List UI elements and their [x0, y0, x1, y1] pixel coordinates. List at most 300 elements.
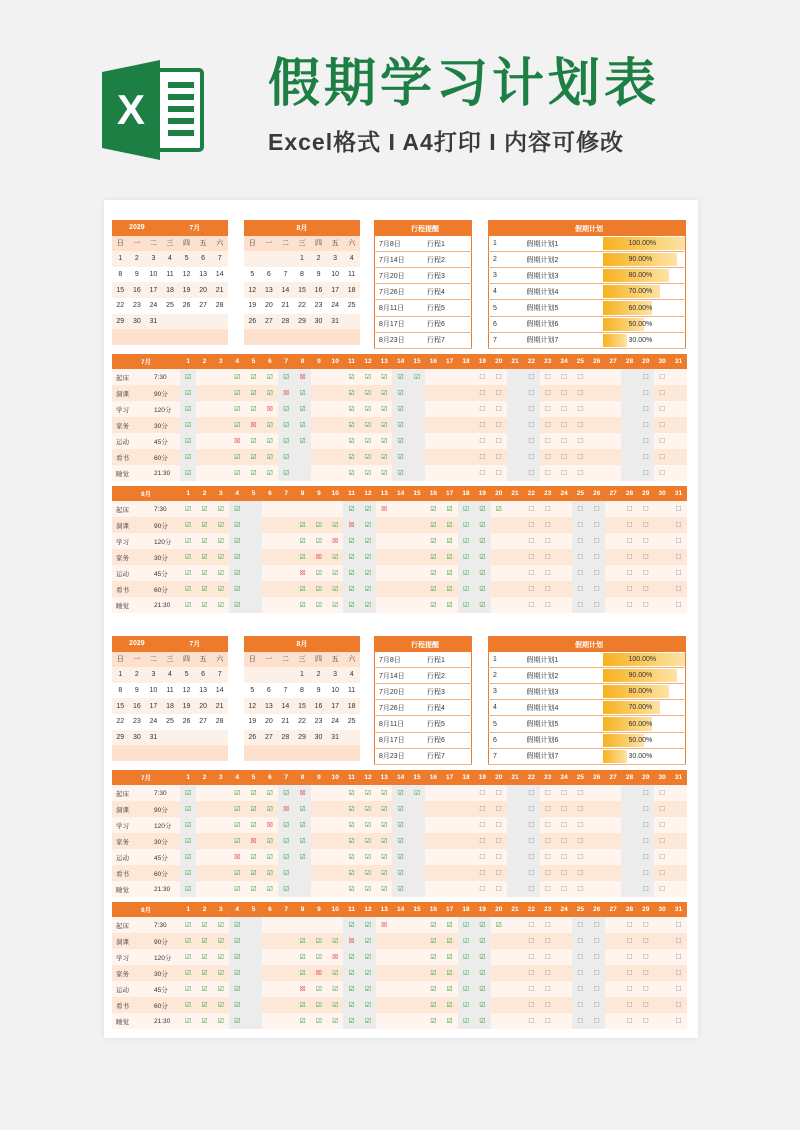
tracker-cell[interactable] — [294, 433, 310, 449]
calendar-day[interactable]: 12 — [244, 698, 261, 714]
tracker-cell[interactable] — [589, 517, 605, 533]
tracker-cell[interactable] — [294, 517, 310, 533]
tracker-cell[interactable] — [540, 565, 556, 581]
calendar-day[interactable]: 21 — [277, 714, 294, 730]
tracker-cell[interactable] — [458, 465, 474, 481]
tracker-cell[interactable] — [425, 433, 441, 449]
tracker-cell[interactable] — [425, 581, 441, 597]
tracker-cell[interactable] — [458, 417, 474, 433]
tracker-cell[interactable] — [654, 981, 670, 997]
tracker-cell[interactable] — [245, 881, 261, 897]
tracker-cell[interactable] — [556, 933, 572, 949]
tracker-cell[interactable] — [392, 549, 408, 565]
tracker-cell[interactable] — [213, 785, 229, 801]
tracker-cell[interactable] — [638, 981, 654, 997]
tracker-cell[interactable] — [458, 433, 474, 449]
tracker-cell[interactable] — [213, 581, 229, 597]
calendar-day[interactable]: 31 — [327, 314, 344, 330]
tracker-cell[interactable] — [392, 417, 408, 433]
tracker-cell[interactable] — [491, 517, 507, 533]
tracker-cell[interactable] — [507, 449, 523, 465]
tracker-cell[interactable] — [278, 881, 294, 897]
tracker-cell[interactable] — [458, 1013, 474, 1029]
calendar-day[interactable]: 20 — [261, 714, 278, 730]
tracker-cell[interactable] — [474, 401, 490, 417]
tracker-cell[interactable] — [376, 369, 392, 385]
schedule-row[interactable] — [375, 300, 472, 316]
calendar-day[interactable]: 2 — [310, 667, 327, 683]
tracker-cell[interactable] — [523, 865, 539, 881]
tracker-cell[interactable] — [605, 597, 621, 613]
calendar-day[interactable] — [343, 314, 360, 330]
tracker-cell[interactable] — [327, 917, 343, 933]
tracker-cell[interactable] — [294, 417, 310, 433]
tracker-cell[interactable] — [523, 549, 539, 565]
tracker-cell[interactable] — [654, 817, 670, 833]
tracker-cell[interactable] — [556, 465, 572, 481]
tracker-cell[interactable] — [245, 385, 261, 401]
tracker-cell[interactable] — [376, 597, 392, 613]
tracker-cell[interactable] — [442, 785, 458, 801]
tracker-cell[interactable] — [213, 981, 229, 997]
tracker-cell[interactable] — [540, 881, 556, 897]
calendar-day[interactable]: 28 — [211, 714, 228, 730]
calendar-day[interactable]: 3 — [327, 667, 344, 683]
tracker-cell[interactable] — [638, 849, 654, 865]
tracker-cell[interactable] — [311, 865, 327, 881]
tracker-cell[interactable] — [621, 565, 637, 581]
tracker-cell[interactable] — [262, 417, 278, 433]
tracker-cell[interactable] — [392, 801, 408, 817]
tracker-cell[interactable] — [458, 517, 474, 533]
tracker-cell[interactable] — [491, 433, 507, 449]
tracker-cell[interactable] — [556, 549, 572, 565]
tracker-cell[interactable] — [589, 549, 605, 565]
tracker-cell[interactable] — [229, 549, 245, 565]
tracker-cell[interactable] — [294, 465, 310, 481]
tracker-cell[interactable] — [654, 881, 670, 897]
tracker-cell[interactable] — [523, 949, 539, 965]
tracker-cell[interactable] — [621, 981, 637, 997]
schedule-row[interactable] — [375, 668, 472, 684]
tracker-cell[interactable] — [638, 417, 654, 433]
tracker-cell[interactable] — [327, 433, 343, 449]
tracker-cell[interactable] — [245, 1013, 261, 1029]
tracker-cell[interactable] — [180, 549, 196, 565]
tracker-cell[interactable] — [229, 417, 245, 433]
tracker-cell[interactable] — [621, 917, 637, 933]
calendar-day[interactable]: 30 — [129, 730, 146, 746]
tracker-cell[interactable] — [213, 849, 229, 865]
tracker-cell[interactable] — [425, 785, 441, 801]
tracker-cell[interactable] — [605, 581, 621, 597]
tracker-cell[interactable] — [589, 581, 605, 597]
tracker-cell[interactable] — [262, 449, 278, 465]
plan-row[interactable] — [489, 236, 686, 252]
tracker-cell[interactable] — [311, 997, 327, 1013]
tracker-cell[interactable] — [327, 981, 343, 997]
tracker-cell[interactable] — [589, 401, 605, 417]
tracker-cell[interactable] — [213, 597, 229, 613]
tracker-cell[interactable] — [294, 533, 310, 549]
calendar-day[interactable] — [195, 314, 212, 330]
calendar-day[interactable]: 21 — [211, 282, 228, 298]
tracker-cell[interactable] — [589, 849, 605, 865]
tracker-cell[interactable] — [360, 801, 376, 817]
tracker-cell[interactable] — [376, 581, 392, 597]
calendar-day[interactable]: 24 — [145, 714, 162, 730]
tracker-cell[interactable] — [425, 833, 441, 849]
calendar-day[interactable]: 4 — [343, 251, 360, 267]
tracker-cell[interactable] — [311, 917, 327, 933]
tracker-cell[interactable] — [474, 1013, 490, 1029]
tracker-cell[interactable] — [392, 933, 408, 949]
tracker-cell[interactable] — [360, 501, 376, 517]
tracker-cell[interactable] — [589, 997, 605, 1013]
tracker-cell[interactable] — [474, 385, 490, 401]
tracker-cell[interactable] — [572, 881, 588, 897]
calendar-day[interactable]: 23 — [310, 714, 327, 730]
tracker-cell[interactable] — [278, 801, 294, 817]
calendar-day[interactable]: 19 — [178, 698, 195, 714]
tracker-cell[interactable] — [442, 597, 458, 613]
tracker-cell[interactable] — [556, 981, 572, 997]
calendar-day[interactable]: 25 — [343, 298, 360, 314]
tracker-cell[interactable] — [245, 917, 261, 933]
calendar-day[interactable]: 12 — [178, 683, 195, 699]
tracker-cell[interactable] — [556, 965, 572, 981]
calendar-day[interactable]: 7 — [211, 667, 228, 683]
tracker-cell[interactable] — [245, 581, 261, 597]
schedule-row[interactable] — [375, 732, 472, 748]
tracker-cell[interactable] — [507, 881, 523, 897]
tracker-cell[interactable] — [376, 1013, 392, 1029]
tracker-cell[interactable] — [638, 933, 654, 949]
tracker-cell[interactable] — [523, 933, 539, 949]
tracker-cell[interactable] — [654, 417, 670, 433]
tracker-cell[interactable] — [474, 581, 490, 597]
tracker-cell[interactable] — [376, 549, 392, 565]
tracker-cell[interactable] — [442, 949, 458, 965]
tracker-cell[interactable] — [540, 597, 556, 613]
tracker-cell[interactable] — [311, 565, 327, 581]
tracker-cell[interactable] — [474, 449, 490, 465]
tracker-cell[interactable] — [196, 433, 212, 449]
calendar-day[interactable]: 8 — [112, 267, 129, 283]
tracker-cell[interactable] — [294, 865, 310, 881]
tracker-cell[interactable] — [213, 881, 229, 897]
tracker-cell[interactable] — [442, 833, 458, 849]
tracker-cell[interactable] — [294, 785, 310, 801]
tracker-cell[interactable] — [442, 449, 458, 465]
tracker-cell[interactable] — [196, 549, 212, 565]
tracker-cell[interactable] — [360, 417, 376, 433]
tracker-cell[interactable] — [458, 801, 474, 817]
tracker-cell[interactable] — [540, 581, 556, 597]
tracker-cell[interactable] — [278, 581, 294, 597]
tracker-cell[interactable] — [442, 981, 458, 997]
calendar-day[interactable]: 18 — [343, 282, 360, 298]
calendar-day[interactable] — [277, 667, 294, 683]
tracker-cell[interactable] — [605, 997, 621, 1013]
tracker-cell[interactable] — [360, 465, 376, 481]
calendar-day[interactable]: 14 — [277, 698, 294, 714]
tracker-cell[interactable] — [343, 933, 359, 949]
tracker-cell[interactable] — [507, 865, 523, 881]
tracker-cell[interactable] — [294, 801, 310, 817]
calendar-day[interactable]: 6 — [195, 251, 212, 267]
tracker-cell[interactable] — [245, 369, 261, 385]
tracker-cell[interactable] — [540, 849, 556, 865]
tracker-cell[interactable] — [458, 597, 474, 613]
tracker-cell[interactable] — [442, 849, 458, 865]
tracker-cell[interactable] — [507, 533, 523, 549]
tracker-cell[interactable] — [376, 865, 392, 881]
tracker-cell[interactable] — [638, 833, 654, 849]
calendar-day[interactable]: 1 — [294, 667, 311, 683]
tracker-cell[interactable] — [474, 549, 490, 565]
tracker-cell[interactable] — [360, 533, 376, 549]
tracker-cell[interactable] — [409, 933, 425, 949]
tracker-cell[interactable] — [442, 417, 458, 433]
plan-row[interactable] — [489, 700, 686, 716]
tracker-cell[interactable] — [196, 517, 212, 533]
tracker-cell[interactable] — [196, 833, 212, 849]
tracker-cell[interactable] — [278, 849, 294, 865]
tracker-cell[interactable] — [540, 549, 556, 565]
tracker-cell[interactable] — [654, 997, 670, 1013]
tracker-cell[interactable] — [654, 433, 670, 449]
tracker-cell[interactable] — [196, 865, 212, 881]
calendar-day[interactable]: 2 — [310, 251, 327, 267]
tracker-cell[interactable] — [180, 785, 196, 801]
calendar-day[interactable]: 12 — [244, 282, 261, 298]
tracker-cell[interactable] — [294, 501, 310, 517]
tracker-cell[interactable] — [196, 917, 212, 933]
tracker-cell[interactable] — [360, 865, 376, 881]
tracker-cell[interactable] — [376, 801, 392, 817]
tracker-cell[interactable] — [425, 565, 441, 581]
tracker-cell[interactable] — [196, 565, 212, 581]
tracker-cell[interactable] — [556, 817, 572, 833]
tracker-cell[interactable] — [392, 581, 408, 597]
calendar-day[interactable] — [178, 730, 195, 746]
tracker-cell[interactable] — [474, 917, 490, 933]
tracker-cell[interactable] — [294, 933, 310, 949]
tracker-cell[interactable] — [360, 917, 376, 933]
tracker-cell[interactable] — [180, 817, 196, 833]
tracker-cell[interactable] — [442, 517, 458, 533]
tracker-cell[interactable] — [376, 965, 392, 981]
tracker-cell[interactable] — [572, 949, 588, 965]
tracker-cell[interactable] — [458, 997, 474, 1013]
tracker-cell[interactable] — [311, 933, 327, 949]
tracker-cell[interactable] — [638, 549, 654, 565]
tracker-cell[interactable] — [621, 501, 637, 517]
tracker-cell[interactable] — [311, 385, 327, 401]
tracker-cell[interactable] — [245, 981, 261, 997]
tracker-cell[interactable] — [327, 401, 343, 417]
calendar-day[interactable]: 8 — [294, 267, 311, 283]
tracker-cell[interactable] — [343, 449, 359, 465]
tracker-cell[interactable] — [507, 949, 523, 965]
tracker-cell[interactable] — [376, 533, 392, 549]
calendar-day[interactable] — [277, 251, 294, 267]
tracker-cell[interactable] — [670, 565, 686, 581]
tracker-cell[interactable] — [491, 417, 507, 433]
tracker-cell[interactable] — [621, 401, 637, 417]
plan-row[interactable] — [489, 716, 686, 732]
calendar-day[interactable]: 31 — [327, 730, 344, 746]
tracker-cell[interactable] — [229, 865, 245, 881]
tracker-cell[interactable] — [245, 401, 261, 417]
tracker-cell[interactable] — [572, 369, 588, 385]
tracker-cell[interactable] — [589, 501, 605, 517]
tracker-cell[interactable] — [491, 501, 507, 517]
tracker-cell[interactable] — [572, 533, 588, 549]
tracker-cell[interactable] — [262, 965, 278, 981]
tracker-cell[interactable] — [229, 385, 245, 401]
tracker-cell[interactable] — [670, 801, 686, 817]
tracker-cell[interactable] — [605, 533, 621, 549]
tracker-cell[interactable] — [621, 369, 637, 385]
tracker-cell[interactable] — [360, 401, 376, 417]
tracker-cell[interactable] — [343, 433, 359, 449]
tracker-cell[interactable] — [180, 465, 196, 481]
tracker-cell[interactable] — [327, 501, 343, 517]
tracker-cell[interactable] — [621, 801, 637, 817]
tracker-cell[interactable] — [311, 597, 327, 613]
tracker-cell[interactable] — [621, 417, 637, 433]
tracker-cell[interactable] — [654, 401, 670, 417]
tracker-cell[interactable] — [278, 401, 294, 417]
calendar-day[interactable]: 31 — [145, 730, 162, 746]
tracker-cell[interactable] — [621, 833, 637, 849]
tracker-cell[interactable] — [523, 465, 539, 481]
tracker-cell[interactable] — [327, 881, 343, 897]
tracker-cell[interactable] — [343, 801, 359, 817]
calendar-day[interactable]: 10 — [327, 267, 344, 283]
tracker-cell[interactable] — [343, 849, 359, 865]
tracker-cell[interactable] — [343, 785, 359, 801]
tracker-cell[interactable] — [458, 385, 474, 401]
tracker-cell[interactable] — [572, 997, 588, 1013]
calendar-day[interactable] — [162, 730, 179, 746]
tracker-cell[interactable] — [360, 369, 376, 385]
tracker-cell[interactable] — [572, 565, 588, 581]
tracker-cell[interactable] — [605, 833, 621, 849]
tracker-cell[interactable] — [425, 597, 441, 613]
tracker-cell[interactable] — [376, 465, 392, 481]
tracker-cell[interactable] — [376, 449, 392, 465]
tracker-cell[interactable] — [523, 1013, 539, 1029]
tracker-cell[interactable] — [540, 465, 556, 481]
tracker-cell[interactable] — [605, 433, 621, 449]
tracker-cell[interactable] — [474, 785, 490, 801]
tracker-cell[interactable] — [556, 533, 572, 549]
tracker-cell[interactable] — [491, 597, 507, 613]
tracker-cell[interactable] — [621, 849, 637, 865]
tracker-cell[interactable] — [425, 997, 441, 1013]
tracker-cell[interactable] — [180, 565, 196, 581]
tracker-cell[interactable] — [425, 533, 441, 549]
calendar-day[interactable]: 31 — [145, 314, 162, 330]
tracker-cell[interactable] — [245, 865, 261, 881]
tracker-cell[interactable] — [589, 533, 605, 549]
tracker-cell[interactable] — [572, 449, 588, 465]
tracker-cell[interactable] — [311, 369, 327, 385]
tracker-cell[interactable] — [392, 981, 408, 997]
tracker-cell[interactable] — [507, 369, 523, 385]
tracker-cell[interactable] — [670, 465, 686, 481]
tracker-cell[interactable] — [196, 417, 212, 433]
tracker-cell[interactable] — [180, 597, 196, 613]
tracker-cell[interactable] — [638, 501, 654, 517]
tracker-cell[interactable] — [294, 881, 310, 897]
tracker-cell[interactable] — [376, 881, 392, 897]
tracker-cell[interactable] — [605, 785, 621, 801]
tracker-cell[interactable] — [507, 933, 523, 949]
tracker-cell[interactable] — [556, 433, 572, 449]
tracker-cell[interactable] — [278, 1013, 294, 1029]
tracker-cell[interactable] — [523, 501, 539, 517]
tracker-cell[interactable] — [621, 449, 637, 465]
tracker-cell[interactable] — [180, 997, 196, 1013]
tracker-cell[interactable] — [327, 801, 343, 817]
tracker-cell[interactable] — [670, 533, 686, 549]
tracker-cell[interactable] — [311, 449, 327, 465]
plan-row[interactable] — [489, 284, 686, 300]
calendar-day[interactable]: 5 — [244, 267, 261, 283]
tracker-cell[interactable] — [605, 965, 621, 981]
tracker-cell[interactable] — [654, 785, 670, 801]
tracker-cell[interactable] — [229, 501, 245, 517]
tracker-cell[interactable] — [621, 933, 637, 949]
tracker-cell[interactable] — [442, 917, 458, 933]
tracker-cell[interactable] — [654, 597, 670, 613]
tracker-cell[interactable] — [670, 449, 686, 465]
tracker-cell[interactable] — [180, 417, 196, 433]
tracker-cell[interactable] — [425, 865, 441, 881]
tracker-cell[interactable] — [196, 501, 212, 517]
tracker-cell[interactable] — [229, 1013, 245, 1029]
calendar-day[interactable]: 9 — [310, 683, 327, 699]
tracker-cell[interactable] — [360, 949, 376, 965]
tracker-cell[interactable] — [523, 369, 539, 385]
tracker-cell[interactable] — [343, 581, 359, 597]
schedule-row[interactable] — [375, 652, 472, 668]
tracker-cell[interactable] — [262, 581, 278, 597]
tracker-cell[interactable] — [491, 385, 507, 401]
tracker-cell[interactable] — [507, 917, 523, 933]
tracker-cell[interactable] — [278, 501, 294, 517]
tracker-cell[interactable] — [343, 401, 359, 417]
tracker-cell[interactable] — [229, 597, 245, 613]
tracker-cell[interactable] — [180, 517, 196, 533]
tracker-cell[interactable] — [507, 549, 523, 565]
calendar-day[interactable]: 28 — [211, 298, 228, 314]
calendar-day[interactable]: 24 — [327, 714, 344, 730]
tracker-cell[interactable] — [491, 849, 507, 865]
tracker-cell[interactable] — [360, 565, 376, 581]
tracker-cell[interactable] — [409, 465, 425, 481]
tracker-cell[interactable] — [442, 1013, 458, 1029]
tracker-cell[interactable] — [458, 965, 474, 981]
tracker-cell[interactable] — [360, 981, 376, 997]
tracker-cell[interactable] — [278, 785, 294, 801]
tracker-cell[interactable] — [507, 581, 523, 597]
calendar-day[interactable]: 9 — [129, 267, 146, 283]
